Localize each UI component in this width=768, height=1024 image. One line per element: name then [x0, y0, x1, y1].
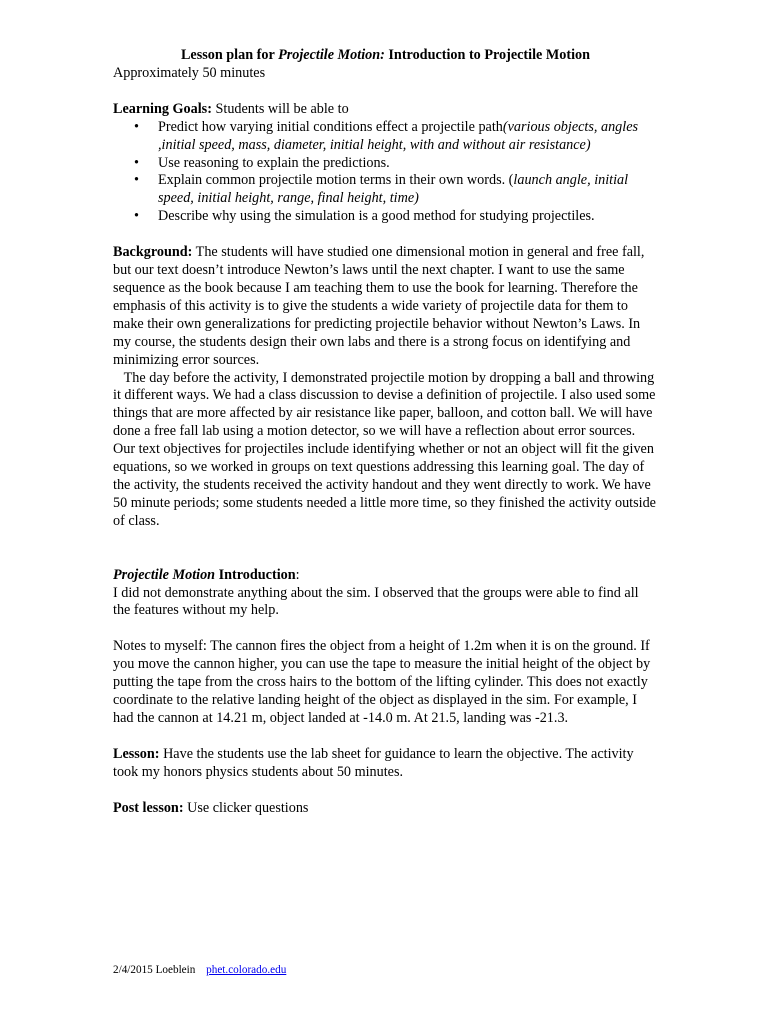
learning-goals-list: [113, 119, 658, 226]
title-prefix: Lesson plan for: [180, 47, 279, 63]
learning-goal-item: • Explain common projectile motion terms in their own words. (launch angle, initial speed, initial height, range, final height, time): [113, 172, 658, 208]
lesson-heading: Lesson:: [113, 745, 160, 762]
intro-section-heading: Projectile Motion Introduction:: [113, 566, 300, 583]
learning-goals-heading: [113, 101, 658, 119]
learning-goal-item: • Describe why using the simulation is a good method for studying projectiles.: [113, 208, 658, 226]
learning-goal-item: • Predict how varying initial conditions effect a projectile path(various objects, angles ,initial speed, mass, diameter, initial height, with and without air resistance): [113, 119, 658, 155]
background-paragraph: Background: The students will have studied one dimensional motion in general and free fall, but our text doesn’t introduce Newton’s laws until the next chapter. I want to use the same sequence as the book because I am teaching them to use the book for learning. Therefore the emphasis of this activity is to give the students a wide variety of projectile data for them to make their own generalizations for predicting projectile behavior without Newton’s Laws. In my course, the students design their own labs and there is a strong focus on identifying and minimizing error sources.: [113, 244, 645, 368]
learning-goal-item: • Use reasoning to explain the predictions.: [113, 155, 658, 173]
background-heading: Background:: [113, 244, 193, 261]
post-lesson-heading: Post lesson:: [113, 799, 184, 816]
post-lesson-paragraph: Post lesson: Use clicker questions: [113, 799, 309, 816]
background-paragraph-2: The day before the activity, I demonstrated projectile motion by dropping a ball and throwing it different ways. We had a class discussion to devise a definition of projectile. I also used some things that are more affected by air resistance like paper, balloon, and cotton ball. We will have done a free fall lab using a motion detector, so we will have a reflection about error sources. Our text objectives for projectiles include identifying whether or not an object will fit the given equations, so we worked in groups on text questions addressing this learning goal. The day of the activity, the students received the activity handout and they went directly to work. We have 50 minute periods; some students needed a little more time, so they finished the activity outside of class.: [113, 369, 656, 529]
page-footer: [113, 963, 286, 977]
learning-goals-intro: Students will be able to: [211, 100, 349, 117]
title-italic: Projectile Motion:: [278, 47, 385, 63]
learning-goals-label: Learning Goals:: [113, 100, 212, 117]
footer-author: 2/4/2015 Loeblein: [113, 964, 196, 976]
title-suffix: Introduction to Projectile Motion: [384, 47, 591, 63]
notes-paragraph: Notes to myself: The cannon fires the object from a height of 1.2m when it is on the ground. If you move the cannon higher, you can use the tape to measure the initial height of the object by putting the tape from the cross hairs to the bottom of the lifting cylinder. This does not exactly coordinate to the relative landing height of the object as displayed in the sim. For example, I had the cannon at 14.21 m, object landed at -14.0 m. At 21.5, landing was -21.3.: [113, 638, 651, 726]
duration: Approximately 50 minutes: [113, 64, 266, 81]
document-body: [113, 47, 658, 818]
lesson-paragraph: Lesson: Have the students use the lab sheet for guidance to learn the objective. The activity took my honors physics students about 50 minutes.: [113, 745, 634, 780]
footer-link[interactable]: phet.colorado.edu: [206, 964, 287, 976]
intro-paragraph: I did not demonstrate anything about the sim. I observed that the groups were able to find all the features without my help.: [113, 584, 639, 619]
document-title: [113, 47, 658, 65]
